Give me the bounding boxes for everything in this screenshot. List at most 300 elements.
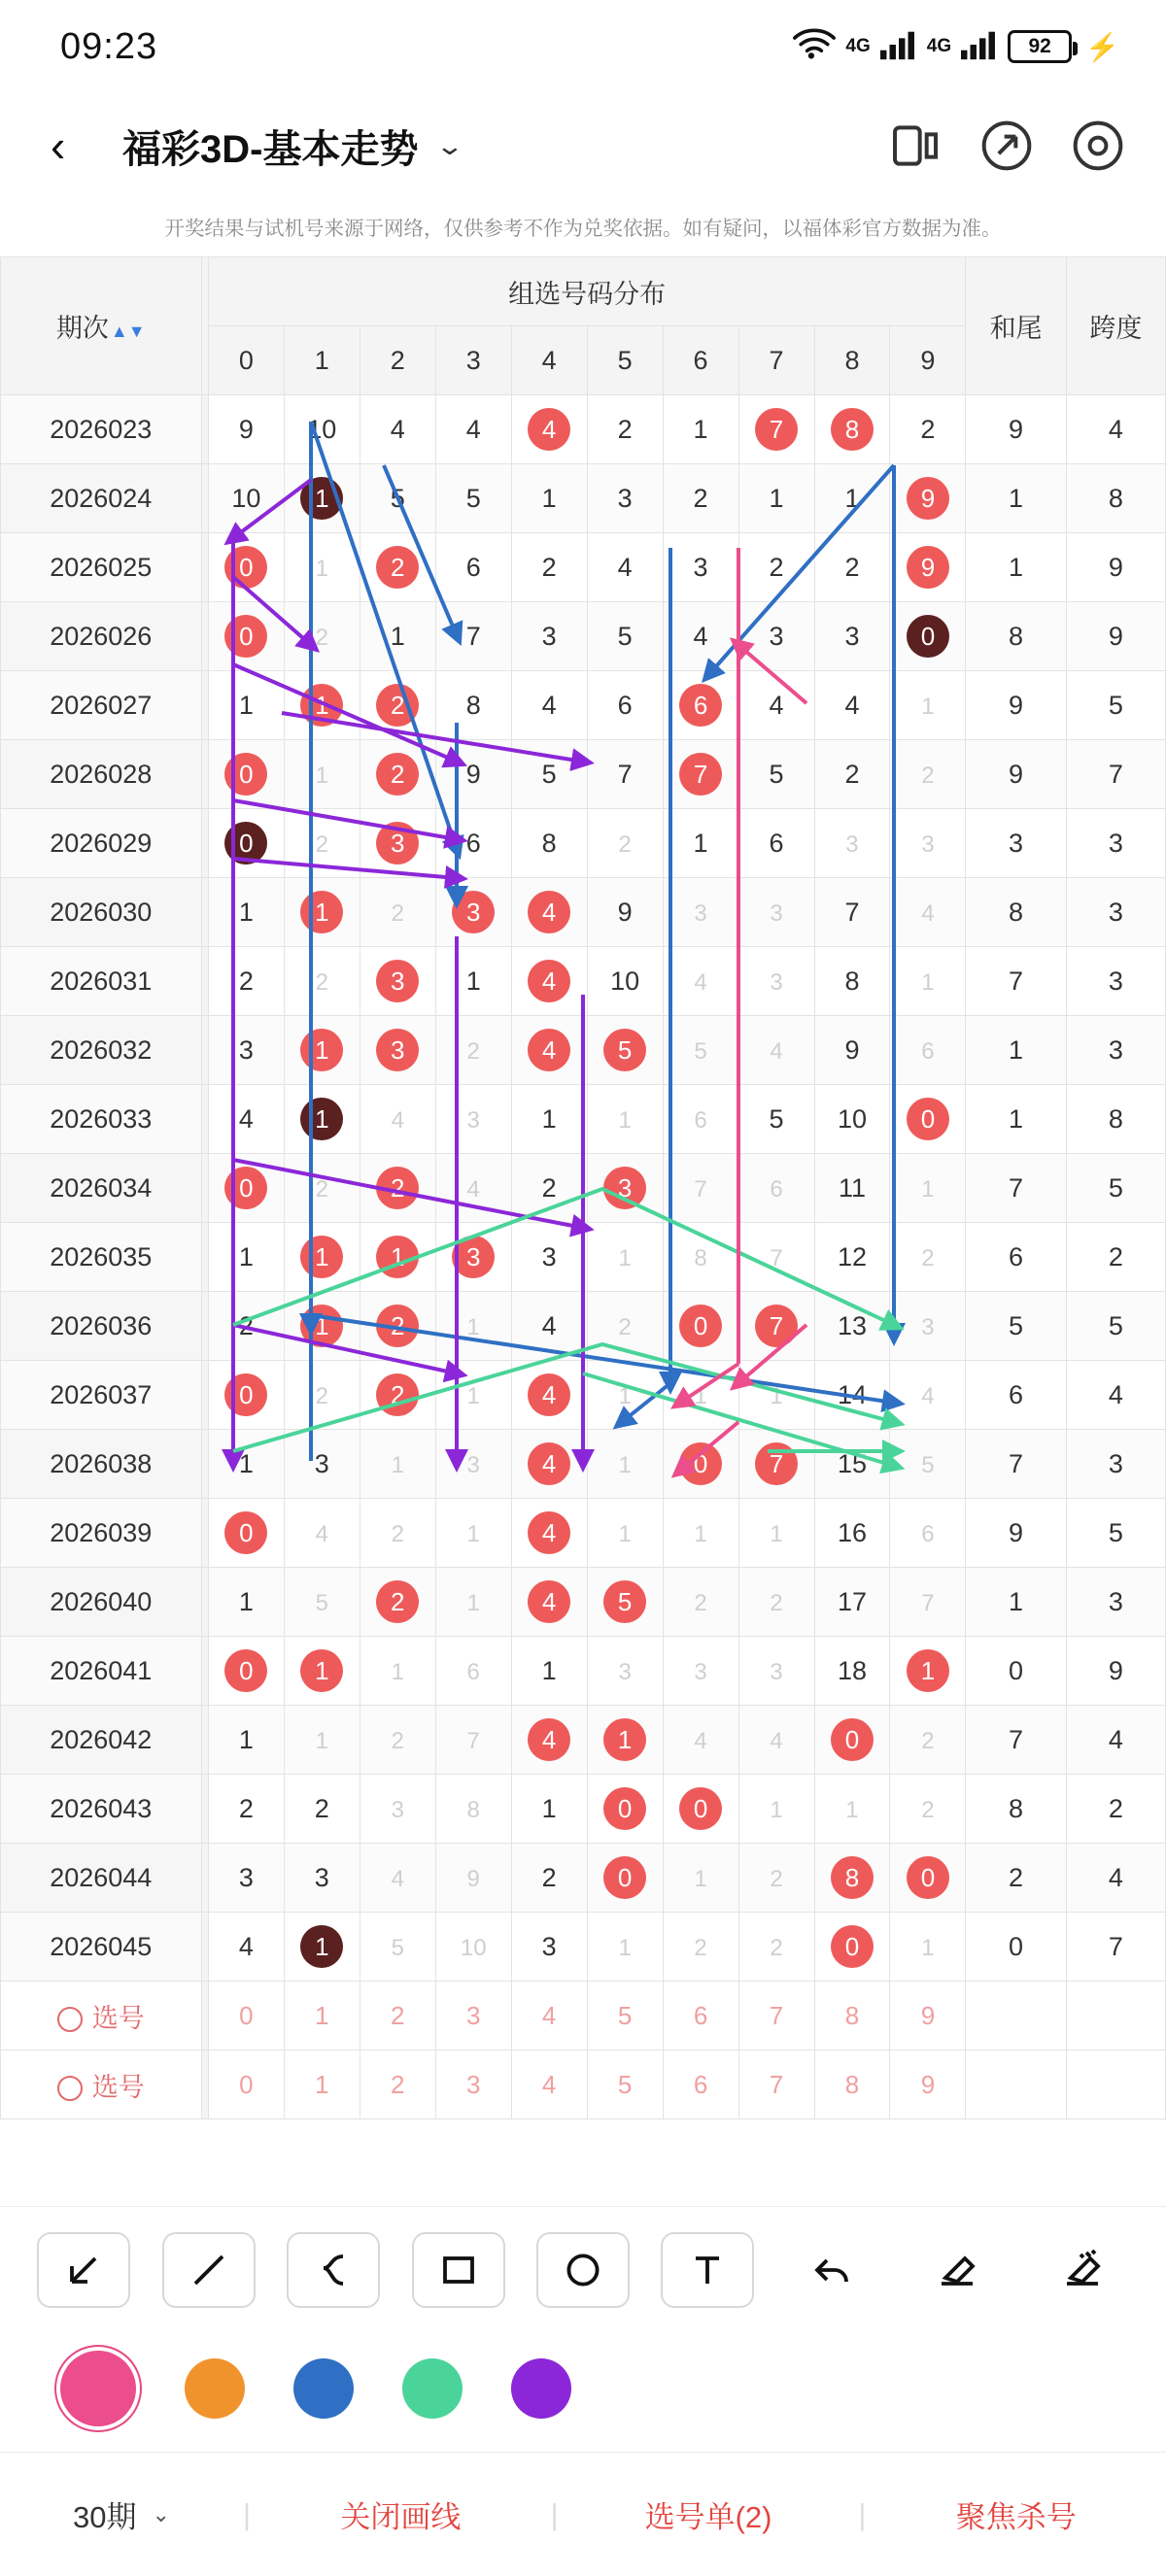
cell-digit-5[interactable] [587, 1085, 663, 1154]
cell-digit-7[interactable]: 1 [738, 464, 814, 533]
cell-digit-0[interactable]: 1 [208, 1568, 284, 1637]
cell-digit-8[interactable]: 8 [814, 947, 890, 1016]
table-row[interactable] [1, 1568, 1166, 1637]
cell-digit-2[interactable] [360, 671, 435, 740]
cell-digit-1[interactable] [284, 878, 360, 947]
table-row[interactable] [1, 533, 1166, 602]
cell-digit-1[interactable] [284, 740, 360, 809]
cell-digit-2[interactable]: 5 [360, 464, 435, 533]
pick-row[interactable] [1, 1982, 1166, 2051]
cell-digit-4[interactable] [511, 878, 587, 947]
cell-digit-8[interactable]: 4 [814, 671, 890, 740]
cell-digit-9[interactable] [890, 1568, 966, 1637]
chevron-down-icon[interactable]: ⌄ [435, 130, 465, 160]
cell-digit-4[interactable]: 4 [511, 1292, 587, 1361]
cell-digit-3[interactable]: 5 [435, 464, 511, 533]
cell-digit-0[interactable] [208, 1637, 284, 1706]
cell-digit-5[interactable]: 2 [587, 395, 663, 464]
cell-digit-6[interactable] [663, 1223, 738, 1292]
cell-digit-2[interactable] [360, 1637, 435, 1706]
cell-digit-0[interactable]: 3 [208, 1844, 284, 1913]
cell-digit-5[interactable]: 4 [587, 533, 663, 602]
cell-digit-3[interactable] [435, 1361, 511, 1430]
cursor-arrow-icon[interactable] [37, 2232, 130, 2308]
sort-icon[interactable]: ▲▼ [110, 322, 146, 341]
table-row[interactable] [1, 1637, 1166, 1706]
cell-digit-2[interactable]: 4 [360, 395, 435, 464]
table-row[interactable] [1, 740, 1166, 809]
table-row[interactable] [1, 1085, 1166, 1154]
pick-row-label[interactable]: 选号 [1, 2051, 202, 2119]
cell-digit-6[interactable] [663, 1637, 738, 1706]
cell-digit-3[interactable]: 4 [435, 395, 511, 464]
cell-digit-8[interactable]: 10 [814, 1085, 890, 1154]
col-header-digit-6[interactable]: 6 [663, 326, 738, 395]
cell-digit-2[interactable] [360, 1361, 435, 1430]
cell-digit-2[interactable] [360, 1913, 435, 1982]
curve-icon[interactable] [287, 2232, 380, 2308]
pick-digit-1[interactable]: 1 [284, 2051, 360, 2119]
table-row[interactable] [1, 878, 1166, 947]
cell-digit-8[interactable]: 14 [814, 1361, 890, 1430]
cell-digit-7[interactable]: 5 [738, 740, 814, 809]
cell-digit-8[interactable]: 13 [814, 1292, 890, 1361]
cell-digit-9[interactable] [890, 671, 966, 740]
cell-digit-4[interactable] [511, 1568, 587, 1637]
cell-digit-2[interactable] [360, 1085, 435, 1154]
cell-digit-6[interactable]: 3 [663, 533, 738, 602]
cell-digit-0[interactable]: 2 [208, 1775, 284, 1844]
cell-digit-3[interactable]: 7 [435, 602, 511, 671]
color-blue[interactable] [293, 2358, 354, 2419]
cell-digit-7[interactable]: 3 [738, 602, 814, 671]
pick-row-label[interactable]: 选号 [1, 1982, 202, 2051]
col-header-digit-5[interactable]: 5 [587, 326, 663, 395]
pick-digit-3[interactable]: 3 [435, 2051, 511, 2119]
cell-digit-1[interactable]: 3 [284, 1844, 360, 1913]
cell-digit-0[interactable]: 1 [208, 1430, 284, 1499]
cell-digit-2[interactable] [360, 1430, 435, 1499]
cell-digit-9[interactable] [890, 1706, 966, 1775]
cell-digit-5[interactable] [587, 809, 663, 878]
table-row[interactable] [1, 947, 1166, 1016]
cell-digit-5[interactable] [587, 1775, 663, 1844]
cell-digit-5[interactable] [587, 1016, 663, 1085]
cell-digit-8[interactable]: 17 [814, 1568, 890, 1637]
col-header-issue[interactable] [1, 257, 202, 395]
cell-digit-0[interactable]: 3 [208, 1016, 284, 1085]
cell-digit-3[interactable] [435, 1223, 511, 1292]
cell-digit-5[interactable] [587, 1637, 663, 1706]
cell-digit-3[interactable]: 6 [435, 533, 511, 602]
cell-digit-2[interactable] [360, 1154, 435, 1223]
cell-digit-1[interactable] [284, 1568, 360, 1637]
cell-digit-9[interactable] [890, 464, 966, 533]
pick-digit-7[interactable]: 7 [738, 2051, 814, 2119]
table-row[interactable] [1, 395, 1166, 464]
period-selector[interactable] [0, 2492, 243, 2536]
cell-digit-4[interactable]: 1 [511, 1775, 587, 1844]
cell-digit-8[interactable]: 1 [814, 464, 890, 533]
cell-digit-4[interactable] [511, 1430, 587, 1499]
cell-digit-9[interactable] [890, 602, 966, 671]
pick-digit-4[interactable]: 4 [511, 2051, 587, 2119]
cell-digit-4[interactable]: 2 [511, 1154, 587, 1223]
cell-digit-9[interactable] [890, 1223, 966, 1292]
table-row[interactable] [1, 1292, 1166, 1361]
cell-digit-9[interactable] [890, 1154, 966, 1223]
cell-digit-3[interactable]: 1 [435, 947, 511, 1016]
cell-digit-8[interactable] [814, 1706, 890, 1775]
table-row[interactable] [1, 1016, 1166, 1085]
cell-digit-4[interactable] [511, 1706, 587, 1775]
table-row[interactable] [1, 1706, 1166, 1775]
cell-digit-2[interactable] [360, 1568, 435, 1637]
cell-digit-4[interactable] [511, 1016, 587, 1085]
pick-digit-1[interactable]: 1 [284, 1982, 360, 2051]
cell-digit-0[interactable] [208, 533, 284, 602]
split-screen-icon[interactable] [888, 119, 943, 173]
cell-digit-9[interactable] [890, 1499, 966, 1568]
cell-digit-3[interactable] [435, 1568, 511, 1637]
cell-digit-6[interactable]: 1 [663, 809, 738, 878]
table-row[interactable] [1, 1913, 1166, 1982]
pick-row[interactable] [1, 2051, 1166, 2119]
cell-digit-6[interactable] [663, 1292, 738, 1361]
cell-digit-7[interactable] [738, 947, 814, 1016]
cell-digit-0[interactable]: 2 [208, 1292, 284, 1361]
cell-digit-9[interactable] [890, 1361, 966, 1430]
cell-digit-5[interactable]: 3 [587, 464, 663, 533]
share-icon[interactable] [979, 119, 1034, 173]
col-header-digit-8[interactable]: 8 [814, 326, 890, 395]
cell-digit-2[interactable] [360, 1292, 435, 1361]
cell-digit-7[interactable] [738, 1844, 814, 1913]
cell-digit-1[interactable] [284, 1913, 360, 1982]
table-row[interactable] [1, 809, 1166, 878]
cell-digit-6[interactable]: 4 [663, 602, 738, 671]
pick-digit-6[interactable]: 6 [663, 1982, 738, 2051]
ellipse-icon[interactable] [536, 2232, 630, 2308]
text-icon[interactable] [661, 2232, 754, 2308]
col-header-digit-0[interactable]: 0 [208, 326, 284, 395]
cell-digit-1[interactable] [284, 1085, 360, 1154]
cell-digit-0[interactable] [208, 602, 284, 671]
cell-digit-7[interactable] [738, 1292, 814, 1361]
cell-digit-7[interactable] [738, 1154, 814, 1223]
cell-digit-9[interactable] [890, 1292, 966, 1361]
pick-digit-6[interactable]: 6 [663, 2051, 738, 2119]
cell-digit-4[interactable]: 1 [511, 1085, 587, 1154]
cell-digit-7[interactable] [738, 1637, 814, 1706]
cell-digit-0[interactable]: 1 [208, 1706, 284, 1775]
color-green[interactable] [402, 2358, 463, 2419]
cell-digit-6[interactable] [663, 1154, 738, 1223]
table-row[interactable] [1, 1223, 1166, 1292]
cell-digit-2[interactable] [360, 1499, 435, 1568]
cell-digit-1[interactable] [284, 947, 360, 1016]
cell-digit-6[interactable] [663, 1706, 738, 1775]
color-purple[interactable] [511, 2358, 571, 2419]
rectangle-icon[interactable] [412, 2232, 505, 2308]
cell-digit-1[interactable] [284, 1292, 360, 1361]
cell-digit-6[interactable] [663, 1361, 738, 1430]
cell-digit-0[interactable] [208, 1361, 284, 1430]
cell-digit-7[interactable]: 6 [738, 809, 814, 878]
cell-digit-1[interactable] [284, 1016, 360, 1085]
cell-digit-0[interactable] [208, 1154, 284, 1223]
cell-digit-7[interactable] [738, 1223, 814, 1292]
pick-digit-9[interactable]: 9 [890, 2051, 966, 2119]
cell-digit-0[interactable] [208, 1499, 284, 1568]
cell-digit-4[interactable]: 4 [511, 671, 587, 740]
cell-digit-3[interactable] [435, 1706, 511, 1775]
pick-digit-8[interactable]: 8 [814, 2051, 890, 2119]
cell-digit-7[interactable] [738, 1913, 814, 1982]
cell-digit-1[interactable] [284, 671, 360, 740]
color-orange[interactable] [185, 2358, 245, 2419]
cell-digit-8[interactable]: 7 [814, 878, 890, 947]
pick-digit-3[interactable]: 3 [435, 1982, 511, 2051]
cell-digit-3[interactable] [435, 1844, 511, 1913]
pick-digit-0[interactable]: 0 [208, 2051, 284, 2119]
pick-digit-5[interactable]: 5 [587, 2051, 663, 2119]
table-row[interactable] [1, 1430, 1166, 1499]
cell-digit-4[interactable]: 3 [511, 1223, 587, 1292]
table-row[interactable] [1, 602, 1166, 671]
cell-digit-9[interactable] [890, 1844, 966, 1913]
cell-digit-1[interactable] [284, 1223, 360, 1292]
cell-digit-7[interactable]: 4 [738, 671, 814, 740]
pick-digit-5[interactable]: 5 [587, 1982, 663, 2051]
cell-digit-6[interactable] [663, 1913, 738, 1982]
cell-digit-5[interactable] [587, 1154, 663, 1223]
cell-digit-7[interactable] [738, 1706, 814, 1775]
cell-digit-5[interactable] [587, 1568, 663, 1637]
cell-digit-6[interactable]: 1 [663, 395, 738, 464]
cell-digit-2[interactable] [360, 878, 435, 947]
cell-digit-8[interactable]: 11 [814, 1154, 890, 1223]
cell-digit-8[interactable]: 15 [814, 1430, 890, 1499]
cell-digit-7[interactable] [738, 878, 814, 947]
cell-digit-8[interactable]: 12 [814, 1223, 890, 1292]
cell-digit-0[interactable]: 2 [208, 947, 284, 1016]
cell-digit-8[interactable]: 3 [814, 602, 890, 671]
cell-digit-2[interactable] [360, 1016, 435, 1085]
cell-digit-1[interactable]: 10 [284, 395, 360, 464]
cell-digit-8[interactable] [814, 1844, 890, 1913]
cell-digit-9[interactable] [890, 1430, 966, 1499]
back-chevron-icon[interactable]: ‹ [51, 120, 66, 171]
cell-digit-1[interactable] [284, 1361, 360, 1430]
cell-digit-2[interactable] [360, 1706, 435, 1775]
cell-digit-5[interactable]: 9 [587, 878, 663, 947]
settings-target-icon[interactable] [1071, 119, 1125, 173]
cell-digit-0[interactable] [208, 809, 284, 878]
cell-digit-5[interactable] [587, 1913, 663, 1982]
trend-table-wrapper[interactable] [0, 256, 1166, 2102]
cell-digit-2[interactable] [360, 809, 435, 878]
cell-digit-7[interactable] [738, 1361, 814, 1430]
cell-digit-6[interactable] [663, 1499, 738, 1568]
cell-digit-8[interactable]: 16 [814, 1499, 890, 1568]
cell-digit-9[interactable]: 2 [890, 395, 966, 464]
cell-digit-6[interactable] [663, 1568, 738, 1637]
cell-digit-3[interactable] [435, 1430, 511, 1499]
cell-digit-3[interactable] [435, 1775, 511, 1844]
cell-digit-1[interactable] [284, 1637, 360, 1706]
cell-digit-2[interactable]: 1 [360, 602, 435, 671]
col-header-digit-7[interactable]: 7 [738, 326, 814, 395]
line-icon[interactable] [162, 2232, 256, 2308]
cell-digit-3[interactable] [435, 1292, 511, 1361]
clear-all-icon[interactable] [1036, 2232, 1129, 2308]
cell-digit-7[interactable]: 5 [738, 1085, 814, 1154]
cell-digit-3[interactable] [435, 1637, 511, 1706]
cell-digit-8[interactable] [814, 1913, 890, 1982]
cell-digit-8[interactable]: 18 [814, 1637, 890, 1706]
cell-digit-7[interactable] [738, 1568, 814, 1637]
cell-digit-0[interactable]: 9 [208, 395, 284, 464]
col-header-digit-2[interactable]: 2 [360, 326, 435, 395]
undo-icon[interactable] [786, 2232, 879, 2308]
cell-digit-3[interactable]: 8 [435, 671, 511, 740]
cell-digit-1[interactable] [284, 602, 360, 671]
cell-digit-7[interactable] [738, 1016, 814, 1085]
cell-digit-1[interactable] [284, 809, 360, 878]
col-header-digit-1[interactable]: 1 [284, 326, 360, 395]
cell-digit-7[interactable] [738, 395, 814, 464]
cell-digit-5[interactable]: 6 [587, 671, 663, 740]
cell-digit-0[interactable]: 10 [208, 464, 284, 533]
cell-digit-6[interactable] [663, 1775, 738, 1844]
cell-digit-1[interactable] [284, 1154, 360, 1223]
table-row[interactable] [1, 464, 1166, 533]
cell-digit-3[interactable]: 6 [435, 809, 511, 878]
cell-digit-2[interactable] [360, 947, 435, 1016]
cell-digit-4[interactable]: 1 [511, 1637, 587, 1706]
cell-digit-9[interactable] [890, 1913, 966, 1982]
cell-digit-6[interactable] [663, 671, 738, 740]
pick-list-button[interactable]: 选号单(2) [644, 2500, 772, 2534]
table-row[interactable] [1, 1775, 1166, 1844]
cell-digit-7[interactable] [738, 1499, 814, 1568]
cell-digit-9[interactable] [890, 878, 966, 947]
pick-digit-9[interactable]: 9 [890, 1982, 966, 2051]
cell-digit-0[interactable] [208, 740, 284, 809]
table-row[interactable] [1, 1361, 1166, 1430]
col-header-digit-4[interactable]: 4 [511, 326, 587, 395]
cell-digit-5[interactable] [587, 1844, 663, 1913]
cell-digit-5[interactable]: 5 [587, 602, 663, 671]
cell-digit-6[interactable] [663, 947, 738, 1016]
cell-digit-9[interactable] [890, 740, 966, 809]
pick-digit-2[interactable]: 2 [360, 2051, 435, 2119]
cell-digit-7[interactable] [738, 1775, 814, 1844]
close-draw-button[interactable]: 关闭画线 [340, 2500, 462, 2534]
cell-digit-5[interactable]: 10 [587, 947, 663, 1016]
cell-digit-8[interactable]: 2 [814, 533, 890, 602]
cell-digit-7[interactable]: 2 [738, 533, 814, 602]
cell-digit-9[interactable] [890, 809, 966, 878]
pick-digit-2[interactable]: 2 [360, 1982, 435, 2051]
cell-digit-0[interactable]: 4 [208, 1085, 284, 1154]
cell-digit-2[interactable] [360, 533, 435, 602]
cell-digit-4[interactable] [511, 1499, 587, 1568]
cell-digit-4[interactable] [511, 947, 587, 1016]
cell-digit-2[interactable] [360, 1223, 435, 1292]
color-pink[interactable] [60, 2351, 136, 2426]
cell-digit-1[interactable]: 3 [284, 1430, 360, 1499]
table-row[interactable] [1, 1154, 1166, 1223]
cell-digit-5[interactable] [587, 1430, 663, 1499]
cell-digit-9[interactable] [890, 1085, 966, 1154]
col-header-digit-9[interactable]: 9 [890, 326, 966, 395]
pick-digit-7[interactable]: 7 [738, 1982, 814, 2051]
cell-digit-0[interactable]: 1 [208, 1223, 284, 1292]
cell-digit-6[interactable]: 2 [663, 464, 738, 533]
cell-digit-4[interactable]: 2 [511, 1844, 587, 1913]
cell-digit-8[interactable] [814, 395, 890, 464]
cell-digit-8[interactable]: 2 [814, 740, 890, 809]
cell-digit-6[interactable] [663, 740, 738, 809]
cell-digit-2[interactable] [360, 1775, 435, 1844]
cell-digit-0[interactable]: 4 [208, 1913, 284, 1982]
cell-digit-4[interactable]: 8 [511, 809, 587, 878]
cell-digit-1[interactable] [284, 533, 360, 602]
cell-digit-7[interactable] [738, 1430, 814, 1499]
cell-digit-4[interactable]: 3 [511, 1913, 587, 1982]
table-row[interactable] [1, 671, 1166, 740]
cell-digit-9[interactable] [890, 533, 966, 602]
cell-digit-9[interactable] [890, 1016, 966, 1085]
cell-digit-4[interactable]: 1 [511, 464, 587, 533]
cell-digit-8[interactable]: 9 [814, 1016, 890, 1085]
cell-digit-9[interactable] [890, 947, 966, 1016]
cell-digit-5[interactable] [587, 1361, 663, 1430]
pick-digit-0[interactable]: 0 [208, 1982, 284, 2051]
cell-digit-5[interactable] [587, 1223, 663, 1292]
cell-digit-2[interactable] [360, 1844, 435, 1913]
cell-digit-3[interactable] [435, 1499, 511, 1568]
eraser-icon[interactable] [910, 2232, 1004, 2308]
col-header-digit-3[interactable]: 3 [435, 326, 511, 395]
pick-digit-4[interactable]: 4 [511, 1982, 587, 2051]
cell-digit-6[interactable] [663, 1844, 738, 1913]
cell-digit-4[interactable]: 5 [511, 740, 587, 809]
cell-digit-6[interactable] [663, 1016, 738, 1085]
pick-digit-8[interactable]: 8 [814, 1982, 890, 2051]
cell-digit-3[interactable] [435, 1154, 511, 1223]
cell-digit-4[interactable]: 2 [511, 533, 587, 602]
cell-digit-6[interactable] [663, 1430, 738, 1499]
cell-digit-0[interactable]: 1 [208, 878, 284, 947]
cell-digit-6[interactable] [663, 1085, 738, 1154]
cell-digit-4[interactable]: 3 [511, 602, 587, 671]
cell-digit-3[interactable]: 9 [435, 740, 511, 809]
cell-digit-1[interactable] [284, 1499, 360, 1568]
cell-digit-3[interactable] [435, 1913, 511, 1982]
cell-digit-1[interactable]: 2 [284, 1775, 360, 1844]
cell-digit-8[interactable] [814, 1775, 890, 1844]
cell-digit-9[interactable] [890, 1637, 966, 1706]
cell-digit-5[interactable]: 7 [587, 740, 663, 809]
cell-digit-3[interactable] [435, 1085, 511, 1154]
table-row[interactable] [1, 1844, 1166, 1913]
table-row[interactable] [1, 1499, 1166, 1568]
cell-digit-6[interactable] [663, 878, 738, 947]
cell-digit-8[interactable] [814, 809, 890, 878]
